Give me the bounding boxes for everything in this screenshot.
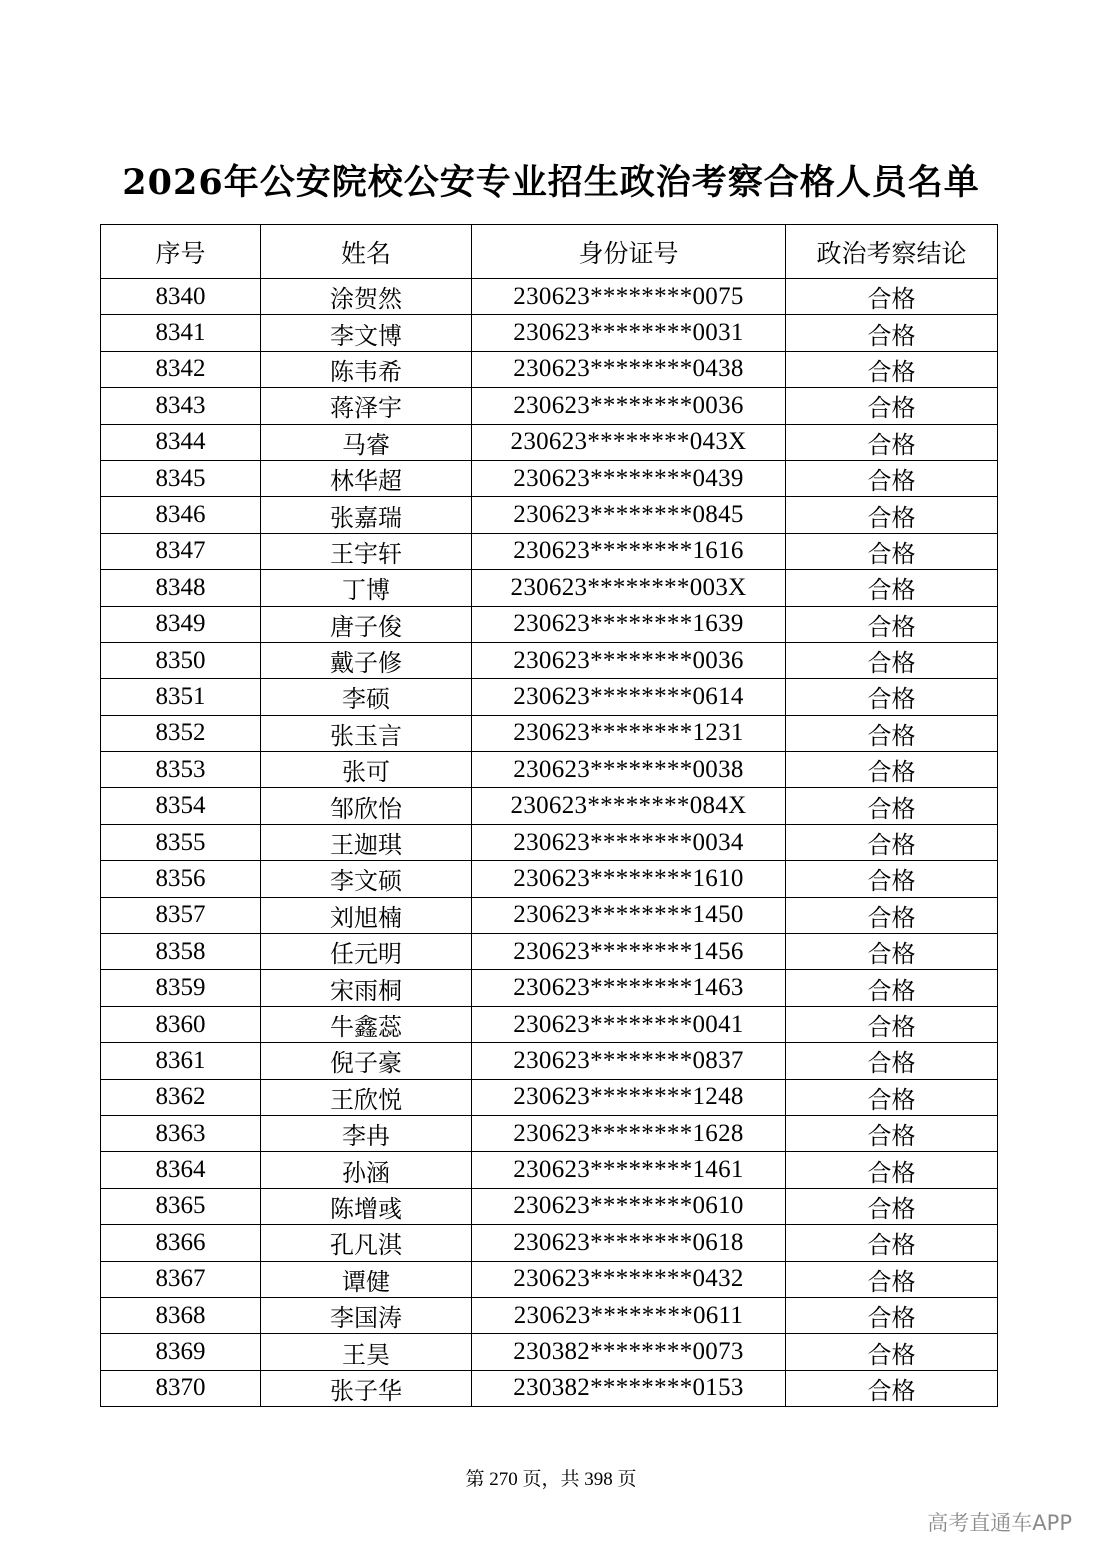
cell-id-number: 230623********0837 — [472, 1043, 786, 1079]
cell-seq: 8356 — [101, 861, 261, 897]
cell-name: 李冉 — [261, 1115, 472, 1151]
cell-seq: 8357 — [101, 897, 261, 933]
table-row — [101, 1115, 998, 1151]
cell-name: 王迦琪 — [261, 824, 472, 860]
cell-result: 合格 — [786, 606, 998, 642]
cell-name: 涂贺然 — [261, 279, 472, 315]
table-row — [101, 1261, 998, 1297]
table-row — [101, 642, 998, 678]
cell-result: 合格 — [786, 788, 998, 824]
cell-name: 马睿 — [261, 424, 472, 460]
cell-seq: 8361 — [101, 1043, 261, 1079]
cell-result: 合格 — [786, 679, 998, 715]
cell-seq: 8350 — [101, 642, 261, 678]
cell-name: 李文博 — [261, 315, 472, 351]
cell-result: 合格 — [786, 279, 998, 315]
cell-id-number: 230623********0432 — [472, 1261, 786, 1297]
cell-id-number: 230623********0036 — [472, 388, 786, 424]
cell-name: 王欣悦 — [261, 1079, 472, 1115]
cell-name: 丁博 — [261, 570, 472, 606]
cell-id-number: 230623********0038 — [472, 752, 786, 788]
table-row — [101, 1043, 998, 1079]
cell-result: 合格 — [786, 1188, 998, 1224]
table-row — [101, 388, 998, 424]
cell-id-number: 230623********1463 — [472, 970, 786, 1006]
cell-seq: 8354 — [101, 788, 261, 824]
cell-result: 合格 — [786, 824, 998, 860]
cell-result: 合格 — [786, 1261, 998, 1297]
cell-seq: 8353 — [101, 752, 261, 788]
cell-result: 合格 — [786, 1152, 998, 1188]
cell-result: 合格 — [786, 861, 998, 897]
cell-seq: 8349 — [101, 606, 261, 642]
table-row — [101, 1006, 998, 1042]
cell-id-number: 230623********043X — [472, 424, 786, 460]
cell-name: 张可 — [261, 752, 472, 788]
cell-id-number: 230623********0618 — [472, 1225, 786, 1261]
cell-name: 唐子俊 — [261, 606, 472, 642]
cell-name: 张玉言 — [261, 715, 472, 751]
cell-seq: 8348 — [101, 570, 261, 606]
cell-id-number: 230382********0073 — [472, 1334, 786, 1370]
cell-result: 合格 — [786, 1043, 998, 1079]
cell-seq: 8355 — [101, 824, 261, 860]
page-number: 第 270 页，共 398 页 — [465, 1469, 637, 1490]
cell-name: 宋雨桐 — [261, 970, 472, 1006]
cell-name: 张子华 — [261, 1370, 472, 1406]
header-name: 姓名 — [261, 225, 472, 279]
cell-result: 合格 — [786, 642, 998, 678]
cell-id-number: 230623********003X — [472, 570, 786, 606]
table-row — [101, 315, 998, 351]
cell-name: 李国涛 — [261, 1297, 472, 1333]
cell-name: 蒋泽宇 — [261, 388, 472, 424]
cell-id-number: 230623********1231 — [472, 715, 786, 751]
cell-id-number: 230623********1628 — [472, 1115, 786, 1151]
cell-name: 张嘉瑞 — [261, 497, 472, 533]
cell-name: 戴子修 — [261, 642, 472, 678]
cell-result: 合格 — [786, 1370, 998, 1406]
cell-name: 刘旭楠 — [261, 897, 472, 933]
cell-name: 李硕 — [261, 679, 472, 715]
table-row — [101, 1079, 998, 1115]
cell-seq: 8351 — [101, 679, 261, 715]
cell-seq: 8364 — [101, 1152, 261, 1188]
cell-name: 王宇轩 — [261, 533, 472, 569]
cell-id-number: 230623********0610 — [472, 1188, 786, 1224]
cell-seq: 8370 — [101, 1370, 261, 1406]
table-row — [101, 279, 998, 315]
cell-id-number: 230623********1461 — [472, 1152, 786, 1188]
cell-name: 倪子豪 — [261, 1043, 472, 1079]
table-row — [101, 861, 998, 897]
table-row — [101, 497, 998, 533]
cell-result: 合格 — [786, 1225, 998, 1261]
cell-result: 合格 — [786, 934, 998, 970]
cell-result: 合格 — [786, 1115, 998, 1151]
cell-id-number: 230623********1450 — [472, 897, 786, 933]
cell-result: 合格 — [786, 351, 998, 387]
cell-id-number: 230623********1248 — [472, 1079, 786, 1115]
cell-result: 合格 — [786, 752, 998, 788]
cell-result: 合格 — [786, 388, 998, 424]
cell-name: 牛鑫蕊 — [261, 1006, 472, 1042]
cell-result: 合格 — [786, 1334, 998, 1370]
cell-id-number: 230623********0614 — [472, 679, 786, 715]
cell-name: 邹欣怡 — [261, 788, 472, 824]
cell-id-number: 230623********1616 — [472, 533, 786, 569]
cell-seq: 8368 — [101, 1297, 261, 1333]
table-row — [101, 715, 998, 751]
table-row — [101, 606, 998, 642]
cell-seq: 8345 — [101, 460, 261, 496]
cell-seq: 8367 — [101, 1261, 261, 1297]
cell-seq: 8346 — [101, 497, 261, 533]
cell-name: 李文硕 — [261, 861, 472, 897]
roster-table — [100, 224, 998, 1407]
table-row — [101, 824, 998, 860]
cell-result: 合格 — [786, 460, 998, 496]
cell-result: 合格 — [786, 424, 998, 460]
cell-id-number: 230623********0439 — [472, 460, 786, 496]
cell-seq: 8360 — [101, 1006, 261, 1042]
cell-id-number: 230623********1610 — [472, 861, 786, 897]
header-seq: 序号 — [101, 225, 261, 279]
cell-seq: 8352 — [101, 715, 261, 751]
cell-result: 合格 — [786, 533, 998, 569]
table-row — [101, 970, 998, 1006]
cell-name: 陈韦希 — [261, 351, 472, 387]
cell-seq: 8347 — [101, 533, 261, 569]
cell-seq: 8340 — [101, 279, 261, 315]
table-row — [101, 752, 998, 788]
cell-seq: 8341 — [101, 315, 261, 351]
table-row — [101, 1188, 998, 1224]
cell-id-number: 230623********0034 — [472, 824, 786, 860]
table-row — [101, 1152, 998, 1188]
cell-seq: 8366 — [101, 1225, 261, 1261]
cell-result: 合格 — [786, 1079, 998, 1115]
cell-result: 合格 — [786, 315, 998, 351]
cell-id-number: 230382********0153 — [472, 1370, 786, 1406]
cell-id-number: 230623********0041 — [472, 1006, 786, 1042]
table-row — [101, 1370, 998, 1406]
cell-id-number: 230623********1456 — [472, 934, 786, 970]
table-row — [101, 1334, 998, 1370]
cell-seq: 8359 — [101, 970, 261, 1006]
table-row — [101, 570, 998, 606]
table-row — [101, 533, 998, 569]
cell-result: 合格 — [786, 897, 998, 933]
cell-result: 合格 — [786, 1006, 998, 1042]
cell-seq: 8365 — [101, 1188, 261, 1224]
table-row — [101, 1297, 998, 1333]
table-header-row — [101, 225, 998, 279]
table-row — [101, 934, 998, 970]
cell-seq: 8358 — [101, 934, 261, 970]
document-title: 2026年公安院校公安专业招生政治考察合格人员名单 — [122, 162, 980, 203]
cell-result: 合格 — [786, 497, 998, 533]
cell-result: 合格 — [786, 1297, 998, 1333]
cell-name: 任元明 — [261, 934, 472, 970]
cell-seq: 8362 — [101, 1079, 261, 1115]
table-row — [101, 897, 998, 933]
cell-name: 王昊 — [261, 1334, 472, 1370]
cell-seq: 8363 — [101, 1115, 261, 1151]
table-row — [101, 788, 998, 824]
cell-id-number: 230623********0031 — [472, 315, 786, 351]
table-body — [101, 279, 998, 1407]
cell-seq: 8344 — [101, 424, 261, 460]
table-row — [101, 424, 998, 460]
cell-name: 孙涵 — [261, 1152, 472, 1188]
header-id-number: 身份证号 — [472, 225, 786, 279]
cell-result: 合格 — [786, 570, 998, 606]
cell-result: 合格 — [786, 970, 998, 1006]
cell-id-number: 230623********0611 — [472, 1297, 786, 1333]
cell-id-number: 230623********0075 — [472, 279, 786, 315]
cell-id-number: 230623********0438 — [472, 351, 786, 387]
cell-result: 合格 — [786, 715, 998, 751]
table-row — [101, 460, 998, 496]
table-row — [101, 679, 998, 715]
table-row — [101, 351, 998, 387]
cell-id-number: 230623********0845 — [472, 497, 786, 533]
cell-name: 陈增彧 — [261, 1188, 472, 1224]
cell-name: 林华超 — [261, 460, 472, 496]
table-row — [101, 1225, 998, 1261]
cell-id-number: 230623********0036 — [472, 642, 786, 678]
cell-seq: 8342 — [101, 351, 261, 387]
header-result: 政治考察结论 — [786, 225, 998, 279]
cell-name: 孔凡淇 — [261, 1225, 472, 1261]
cell-id-number: 230623********084X — [472, 788, 786, 824]
cell-name: 谭健 — [261, 1261, 472, 1297]
cell-seq: 8369 — [101, 1334, 261, 1370]
cell-id-number: 230623********1639 — [472, 606, 786, 642]
cell-seq: 8343 — [101, 388, 261, 424]
watermark: 高考直通车APP — [927, 1511, 1072, 1535]
